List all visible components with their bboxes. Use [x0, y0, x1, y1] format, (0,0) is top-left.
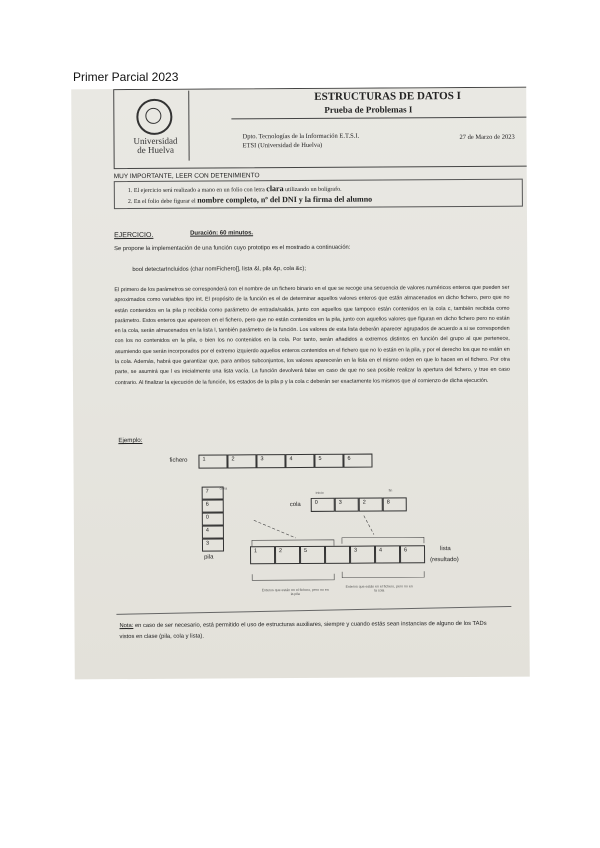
item-bold: clara [266, 184, 284, 194]
page-title: Primer Parcial 2023 [73, 70, 179, 84]
exam-date: 27 de Marzo de 2023 [459, 133, 515, 142]
exercise-label: EJERCICIO. [114, 231, 154, 240]
cola-cell: 3 [335, 498, 359, 512]
cola-label: cola [289, 502, 301, 509]
group-left-caption: Enteros que están en el fichero, pero no en la pila [261, 587, 329, 597]
fichero-cell: 4 [285, 454, 314, 468]
note [119, 619, 499, 643]
pila-top-label: cima [219, 486, 228, 491]
fichero-cell: 3 [256, 454, 285, 468]
brace-right [342, 537, 424, 544]
item-text: 1. El ejercicio será realizado a mano en un folio con letra [127, 187, 267, 195]
lista-note: (resultado) [430, 557, 459, 564]
important-title: MUY IMPORTANTE, LEER CON DETENIMIENTO [113, 172, 260, 181]
exercise-intro: Se propone la implementación de una función cuyo prototipo es el mostrado a continuación: [114, 244, 351, 253]
note-label: Nota: [119, 623, 134, 630]
department-line: Dpto. Tecnologías de la Información E.T.S.I. [242, 132, 360, 141]
diagram-lines [71, 87, 530, 680]
lista-cell: 2 [275, 546, 300, 564]
pila-cell: 0 [202, 512, 224, 525]
fichero-cell: 2 [227, 454, 256, 468]
fichero-label: fichero [169, 457, 188, 464]
pila-cell: 4 [202, 525, 224, 538]
exam-subtitle: Prueba de Problemas I [324, 104, 413, 115]
arrow-pila [254, 520, 296, 538]
cola-cell: 0 [311, 498, 335, 512]
fichero-cell: 5 [314, 454, 343, 468]
example-label: Ejemplo: [118, 436, 143, 445]
lista-cell: 1 [250, 546, 275, 564]
item-text: 2. En el folio debe figurar el [127, 198, 198, 206]
lista-cell: 5 [300, 546, 325, 564]
cola-front-label: inicio [315, 490, 324, 495]
department-line: ETSI (Universidad de Huelva) [242, 141, 323, 150]
note-text: en caso de ser necesario, está permitido el uso de estructuras auxiliares, siempre y cuando estás sean instancias de alguno de los TADs vistos en clase (pila, cola y lista). [119, 620, 487, 641]
cola-cell: 8 [383, 497, 407, 511]
exam-photo [71, 87, 530, 680]
lista-label: lista [439, 546, 451, 553]
brace-bottom-right [342, 571, 424, 578]
lista-cell: 4 [375, 545, 400, 563]
item-bold: nombre completo, nº del DNI y la firma del alumno [197, 194, 373, 205]
university-name-line: Universidad [133, 135, 178, 147]
fichero-cell: 6 [343, 454, 372, 468]
arrow-cola [364, 516, 374, 535]
cola-cell: 2 [359, 498, 383, 512]
cola-end-label: fin [388, 488, 393, 493]
brace-bottom-left [252, 574, 334, 581]
brace-left [252, 540, 334, 547]
fichero-cell: 1 [198, 454, 227, 468]
lista-cell: 3 [350, 546, 375, 564]
pila-label: pila [204, 554, 214, 561]
duration: Duración: 60 minutos. [190, 230, 254, 237]
university-name-line: de Huelva [137, 144, 174, 155]
exam-title: ESTRUCTURAS DE DATOS I [314, 90, 461, 103]
item-text: utilizando un bolígrafo. [283, 186, 342, 194]
function-prototype: bool detectarIncluidos (char nomFichero[], lista &l, pila &p, cola &c); [132, 265, 306, 274]
group-right-caption: Enteros que están en el fichero, pero no en la cola [345, 584, 413, 593]
exercise-paragraph: El primero de los parámetros se corresponderá con el nombre de un fichero binario en el que se recoge una secuencia de valores numéricos enteros que pueden ser aproximados como variables tipo int. El propósito de la función es el de determinar aquellos valores enteros que están almacenados en dicho fichero, pero que no están contenidos en la pila p recibida como parámetro de entrada/salida, junto con aquellos que tampoco están contenidos en la cola c, también recibida como parámetro. Estos enteros que aparecen en el fichero, pero que no están contenidos en la pila, junto con aquellos valores que figuran en dicho fichero pero no están en la cola, serán almacenados en la lista l, también parámetro de la función. Los valores de esta lista deberán aparecer agrupados de acuerdo a si se corresponden con los no contenidos en la pila, o bien los no contenidos en la cola. Por tanto, serán añadidos a extremos distintos en función del grupo al que pertenece, asumiendo que serán incorporados por el extremo izquierdo aquellos enteros contenidos en el fichero que no lo están en la pila, y por el derecho los que no están en la cola. Además, habrá que garantizar que, para ambos subconjuntos, los valores aparecerán en la lista en el mismo orden en que lo hacen en el fichero. Por otra parte, se asumirá que l es inicialmente una lista vacía. La función devolverá false en caso de que no sea posible realizar la apertura del fichero, y true en caso contrario. Al finalizar la ejecución de la función, los estados de la pila p y la cola c deberán ser exactamente los mismos que al comienzo de dicha ejecución. [114, 284, 510, 386]
pila-cell: 6 [202, 499, 224, 512]
lista-cell: 6 [400, 545, 425, 563]
pila-cell: 7 [202, 486, 224, 499]
pila-cell: 3 [202, 538, 224, 551]
